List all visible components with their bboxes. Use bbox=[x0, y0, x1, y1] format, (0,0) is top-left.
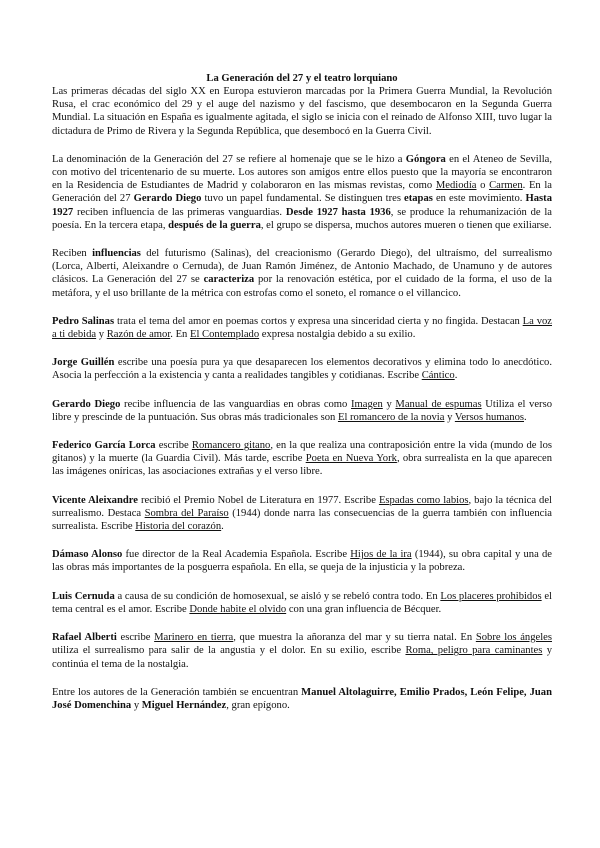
author-name: Pedro Salinas bbox=[52, 315, 115, 327]
work-title: La voz a ti debida bbox=[52, 315, 552, 341]
work-title: Los placeres prohibidos bbox=[440, 590, 542, 602]
bold-term: Desde 1927 hasta 1936 bbox=[285, 206, 391, 218]
page-title: La Generación del 27 y el teatro lorquiano bbox=[206, 73, 398, 84]
work-title: Cántico bbox=[421, 370, 455, 382]
bold-term: Gerardo Diego bbox=[133, 193, 202, 205]
paragraph-alberti: Rafael Alberti escribe Marinero en tierra, que muestra la añoranza del mar y su tierra natal. En Sobre los ángeles utiliza el surrealismo para salir de la angustia y el dolor. En su exilio, escribe Roma, peligro para caminantes y continúa el tema de la nostalgia. bbox=[52, 632, 553, 670]
bold-gongora: Góngora bbox=[405, 153, 446, 165]
paragraph-alonso: Dámaso Alonso fue director de la Real Academia Española. Escribe Hijos de la ira (1944), su obra capital y una de las obras más importantes de la posguerra española. En ella, se queja de la injusticia y la pobreza. bbox=[52, 549, 552, 574]
work-title: Poeta en Nueva York bbox=[305, 453, 397, 465]
work-title: El romancero de la novia bbox=[337, 411, 445, 423]
work-title: Hijos de la ira bbox=[350, 549, 412, 561]
paragraph-otros-autores: Entre los autores de la Generación también se encuentran Manuel Altolaguirre, Emilio Prados, León Felipe, Juan José Domenchina y Miguel Hernández, gran epígono. bbox=[52, 686, 552, 711]
author-name: Jorge Guillén bbox=[52, 357, 115, 369]
paragraph-denominacion: La denominación de la Generación del 27 se refiere al homenaje que se le hizo a Góngora en el Ateneo de Sevilla, con motivo del tricentenario de su muerte. Los autores son amigos entre ellos puesto que la mayoría se encontraron en la Residencia de Estudiantes de Madrid y colaboraron en las mismas revistas, como Mediodía o Carmen. En la Generación del 27 Gerardo Diego tuvo un papel fundamental. Se distinguen tres etapas en este movimiento. Hasta 1927 reciben influencia de las primeras vanguardias. Desde 1927 hasta 1936, se produce la rehumanización de la poesía. En la tercera etapa, después de la guerra, el grupo se dispersa, muchos autores mueren o tienen que exiliarse. bbox=[52, 153, 553, 231]
bold-term: influencias bbox=[92, 248, 141, 260]
author-name: Dámaso Alonso bbox=[52, 549, 123, 561]
work-title: Roma, peligro para caminantes bbox=[405, 645, 543, 657]
paragraph-intro: Las primeras décadas del siglo XX en Europa estuvieron marcadas por la Primera Guerra Mundial, la Revolución Rusa, el crac económico del 29 y el auge del nazismo y del fascismo, que desembocaron en la Segunda Guerra Mundial. La situación en España es igualmente agitada, el siglo se inicia con el reinado de Alfonso XIII, tuvo lugar la dictadura de Primo de Rivera y la Segunda República, que desembocó en la Guerra Civil. bbox=[52, 86, 552, 137]
author-name: Luis Cernuda bbox=[52, 590, 115, 602]
bold-term: Hasta 1927 bbox=[52, 193, 552, 218]
work-title: Imagen bbox=[351, 398, 383, 410]
author-names: Manuel Altolaguirre, Emilio Prados, León Felipe, Juan José Domenchina bbox=[52, 686, 552, 711]
work-title: Romancero gitano bbox=[191, 440, 271, 452]
paragraph-lorca: Federico García Lorca escribe Romancero gitano, en la que realiza una contraposición entre la vida (mundo de los gitanos) y la muerte (la Guardia Civil). Más tarde, escribe Poeta en Nueva York, obra surrealista en la que aparecen las imágenes oníricas, las asociaciones extrañas y el verso libre. bbox=[52, 440, 552, 478]
paragraph-guillen: Jorge Guillén escribe una poesía pura ya que desaparecen los elementos decorativos y elimina todo lo anecdótico. Asocia la perfección a la existencia y canta a realidades tangibles y cotidianas. Escribe Cántico. bbox=[52, 357, 552, 382]
work-title: Sobre los ángeles bbox=[475, 632, 552, 644]
work-title: Mediodía bbox=[435, 180, 477, 192]
author-name: Gerardo Diego bbox=[52, 398, 121, 410]
paragraph-diego: Gerardo Diego recibe influencia de las vanguardias en obras como Imagen y Manual de espumas Utiliza el verso libre y prescinde de la puntuación. Sus obras más tradicionales son El romancero de la novia y Versos humanos. bbox=[52, 398, 552, 423]
author-name: Miguel Hernández bbox=[141, 699, 227, 711]
bold-term: después de la guerra bbox=[168, 219, 261, 231]
work-title: Razón de amor bbox=[106, 329, 171, 341]
bold-term: etapas bbox=[404, 193, 433, 205]
work-title: Versos humanos bbox=[454, 411, 525, 423]
paragraph-influencias: Reciben influencias del futurismo (Salinas), del creacionismo (Gerardo Diego), del ultraísmo, del surrealismo (Lorca, Alberti, Aleixandre o Cernuda), de Juan Ramón Jiménez, de Antonio Machado, de Unamuno y de autores clásicos. La Generación del 27 se caracteriza por la renovación estética, por el cuidado de la forma, el uso de la metáfora, y el uso brillante de la métrica con estrofas como el soneto, el romance o el villancico. bbox=[52, 248, 552, 299]
work-title: Historia del corazón bbox=[135, 521, 222, 533]
paragraph-cernuda: Luis Cernuda a causa de su condición de homosexual, se aisló y se rebeló contra todo. En Los placeres prohibidos el tema central es el amor. Escribe Donde habite el olvido con una gran influencia de Bécquer. bbox=[52, 590, 553, 615]
work-title: Marinero en tierra bbox=[154, 632, 234, 644]
work-title: Donde habite el olvido bbox=[189, 603, 287, 615]
author-name: Federico García Lorca bbox=[52, 440, 156, 452]
work-title: Espadas como labios bbox=[378, 494, 469, 506]
paragraph-aleixandre: Vicente Aleixandre recibió el Premio Nobel de Literatura en 1977. Escribe Espadas como labios, bajo la técnica del surrealismo. Destaca Sombra del Paraíso (1944) donde narra las consecuencias de la guerra también con influencia surrealista. Escribe Historia del corazón. bbox=[52, 494, 552, 533]
author-name: Vicente Aleixandre bbox=[52, 494, 138, 506]
author-name: Rafael Alberti bbox=[52, 632, 117, 644]
bold-term: caracteriza bbox=[203, 274, 255, 286]
work-title: Carmen bbox=[489, 180, 523, 192]
work-title: Sombra del Paraíso bbox=[144, 507, 229, 519]
paragraph-salinas: Pedro Salinas trata el tema del amor en poemas cortos y expresa una sinceridad cierta y no fingida. Destacan La voz a ti debida y Razón de amor. En El Contemplado expresa nostalgia debido a su exilio. bbox=[52, 315, 552, 341]
work-title: Manual de espumas bbox=[395, 398, 482, 410]
work-title: El Contemplado bbox=[189, 329, 260, 341]
